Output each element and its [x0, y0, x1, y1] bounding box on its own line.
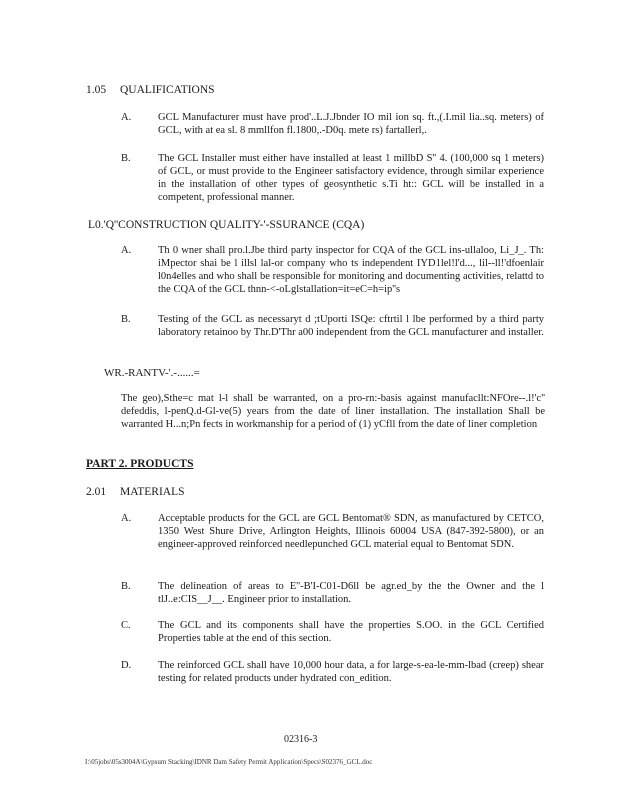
item-letter: A.	[121, 245, 132, 256]
list-item	[121, 512, 545, 566]
section-title: QUALIFICATIONS	[120, 84, 215, 96]
item-text: Acceptable products for the GCL are GCL Bentomat® SDN, as manufactured by CETCO, 1350 West Shure Drive, Arlington Heights, Illinois 60004 USA (847-392-5800), or an engineer-approved reinforced needlepunched GCL material equal to Bentomat SDN.	[158, 513, 544, 550]
warranty-text: The geo),Sthe=c mat l-l shall be warranted, on a pro-rn:-basis against manufacllt:NFOre--.l!'c'' defeddis, l-penQ.d-Gl-ve(5) years from the date of liner installation. The installation Shall be warranted H...n;Pn fects in workmanship for a period of (1) yCfll from the date of liner completion	[121, 393, 545, 430]
item-text: GCL Manufacturer must have prod'..L.J.Jbnder IO mil ion sq. ft.,(.I.mil lia..sq. meters) of GCL, with at ea sl. 8 mmllfon fl.1800,.-D0q. mete rs) fartallerl,.	[158, 112, 544, 136]
item-letter: A.	[121, 112, 132, 123]
item-text: The GCL and its components shall have the properties S.OO. in the GCL Certified Properties table at the end of this section.	[158, 620, 544, 644]
item-letter: B.	[121, 153, 131, 164]
list-item	[121, 580, 545, 608]
file-path: I:\05jobs\05s3004A\Gypsum Stacking\IDNR Dam Safety Permit Application\Specs\S02376_GCL.doc	[85, 758, 373, 766]
page-code: 02316-3	[284, 734, 318, 745]
item-letter: D.	[121, 660, 132, 671]
section-title: MATERIALS	[120, 486, 185, 498]
list-item	[121, 111, 545, 139]
list-item	[121, 244, 545, 298]
list-item	[121, 152, 545, 206]
item-text: Th 0 wner shall pro.l.Jbe third party inspector for CQA of the GCL ins-ullaloo, Li_J_. Th: iMpector shai be l illsl lal-or company who ts independent IYD1lel!l'd..., lil--ll!'dfoenlair l0n4elles and who shall be responsible for monitoring and documenting activities, relattd to the CQA of the GCL thnn-<-oLglstallation=it=eC=h=ip''s	[158, 245, 544, 295]
warranty-heading: WR.-RANTV-'.-......=	[104, 367, 200, 379]
item-text: Testing of the GCL as necessaryt d ;tUporti ISQe: cftrtil l lbe performed by a third party laboratory retainoo by Thr.D'Thr a00 independent from the GCL manufacturer and installer.	[158, 314, 544, 338]
part-heading: PART 2. PRODUCTS	[86, 458, 194, 470]
list-item	[121, 313, 545, 353]
item-text: The delineation of areas to E''-B'I-C01-D6ll be agr.ed_by the the Owner and the l tlJ..e:CIS__J__. Engineer prior to installation.	[158, 581, 544, 605]
item-letter: A.	[121, 513, 132, 524]
cqa-heading: L0.'Q''CONSTRUCTION QUALITY-'-SSURANCE (CQA)	[88, 219, 365, 231]
list-item	[121, 659, 545, 687]
section-materials	[86, 486, 386, 500]
list-item	[121, 619, 545, 647]
section-number: 1.05	[86, 84, 107, 96]
item-text: The reinforced GCL shall have 10,000 hour data, a for large-s-ea-le-mm-lbad (creep) shear testing for related products under hydrated con_edition.	[158, 660, 544, 684]
item-letter: C.	[121, 620, 131, 631]
section-number: 2.01	[86, 486, 107, 498]
item-letter: B.	[121, 314, 131, 325]
item-text: The GCL Installer must either have installed at least 1 millbD S'' 4. (100,000 sq 1 meters) of GCL, or must provide to the Engineer satisfactory evidence, through similar experience in the installation of other types of geosynthetic s.Ti ht:: GCL will be installed in a competent, professional manner.	[158, 153, 544, 203]
section-qualifications	[86, 84, 386, 98]
item-letter: B.	[121, 581, 131, 592]
